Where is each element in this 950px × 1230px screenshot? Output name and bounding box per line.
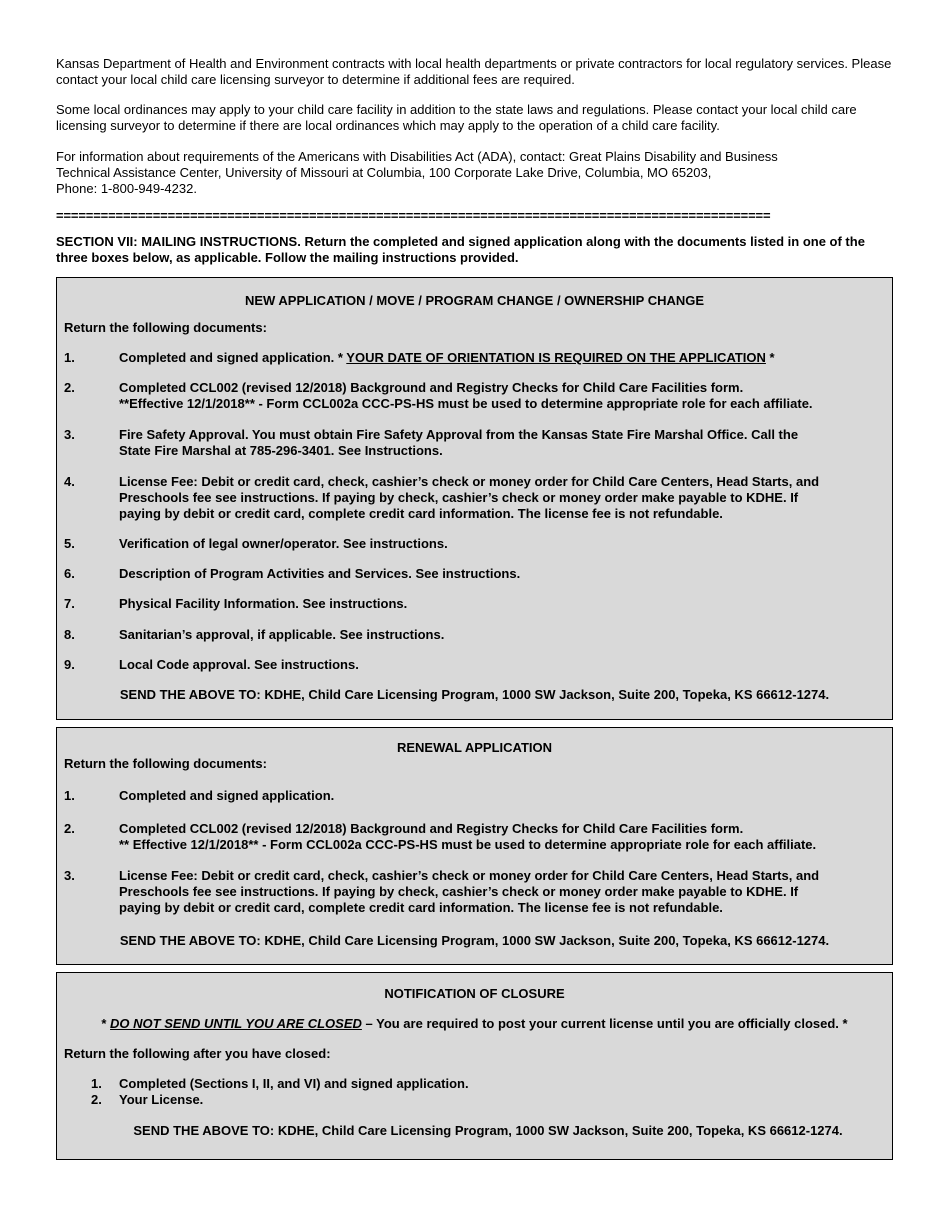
closure-notification-box	[56, 972, 893, 1160]
list-item: 2. Your License.	[91, 1092, 204, 1107]
closure-send-address: SEND THE ABOVE TO: KDHE, Child Care Licensing Program, 1000 SW Jackson, Suite 200, Topeka, KS 66612-1274.	[133, 1123, 843, 1138]
renewal-title: RENEWAL APPLICATION	[396, 740, 553, 755]
intro-paragraph-ada	[56, 149, 906, 197]
new-application-title: NEW APPLICATION / MOVE / PROGRAM CHANGE / OWNERSHIP CHANGE	[244, 293, 705, 308]
new-application-box: NEW APPLICATION / MOVE / PROGRAM CHANGE / OWNERSHIP CHANGE Return the following documents: 1. Completed and signed application. * YOUR DATE OF ORIENTATION IS REQUIRED ON THE APPLICATION * 2. Completed CCL002 (revised 12/2018) Background and Registry Checks for Child Care Facilities form. **Effective 12/1/2018** - Form CCL002a CCC-PS-HS must be used to determine appropriate role for each affiliate. 3. Fire Safety Approval. You must obtain Fire Safety Approval from the Kansas State Fire Marshal Office. Call the State Fire Marshal at 785-296-3401. See Instructions. 4. License Fee: Debit or credit card, check, cashier’s check or money order for Child Care Centers, Head Starts, and Preschools fee see instructions. If paying by check, cashier’s check or money order make payable to KDHE. If paying by debit or credit card, complete credit card information. The license fee is not refundable. 5. Verification of legal owner/operator. See instructions. 6. Description of Program Activities and Services. See instructions. 7. Physical Facility Information. See instructions. 8. Sanitarian’s approval, if applicable. See instructions. 9. Local Code approval. See instructions. SEND THE ABOVE TO: KDHE, Child Care Licensing Program, 1000 SW Jackson, Suite 200, Topeka, KS 66612-1274.	[56, 277, 893, 720]
new-application-lead: Return the following documents:	[64, 320, 267, 335]
list-item: 1. Completed (Sections I, II, and VI) and signed application.	[91, 1076, 469, 1091]
do-not-send-note: DO NOT SEND UNTIL YOU ARE CLOSED	[110, 1016, 362, 1031]
closure-lead: Return the following after you have closed:	[64, 1046, 331, 1061]
closure-title: NOTIFICATION OF CLOSURE	[384, 986, 565, 1001]
ada-phone: Phone: 1-800-949-4232.	[56, 181, 197, 196]
ada-line-1: For information about requirements of the Americans with Disabilities Act (ADA), contact: Great Plains Disability and Business	[56, 149, 778, 164]
ada-line-2: Technical Assistance Center, University of Missouri at Columbia, 100 Corporate Lake Drive, Columbia, MO 65203,	[56, 165, 712, 180]
renewal-lead: Return the following documents:	[64, 756, 267, 771]
renewal-send-address: SEND THE ABOVE TO: KDHE, Child Care Licensing Program, 1000 SW Jackson, Suite 200, Topeka, KS 66612-1274.	[119, 933, 830, 948]
intro-paragraph-ordinances: Some local ordinances may apply to your child care facility in addition to the state laws and regulations. Please contact your local child care licensing surveyor to determine if there are local ordinances which may apply to the operation of a child care facility.	[56, 102, 857, 133]
intro-paragraph-fees: Kansas Department of Health and Environment contracts with local health departments or private contractors for local regulatory services. Please contact your local child care licensing surveyor to determine if additional fees are required.	[56, 56, 892, 87]
closure-warning: * DO NOT SEND UNTIL YOU ARE CLOSED – You are required to post your current license until you are officially closed. *	[101, 1016, 848, 1031]
renewal-application-box: RENEWAL APPLICATION Return the following documents: 1. Completed and signed application. 2. Completed CCL002 (revised 12/2018) Background and Registry Checks for Child Care Facilities form. ** Effective 12/1/2018** - Form CCL002a CCC-PS-HS must be used to determine appropriate role for each affiliate. 3. License Fee: Debit or credit card, check, cashier’s check or money order for Child Care Centers, Head Starts, and Preschools fee see instructions. If paying by check, cashier’s check or money order make payable to KDHE. If paying by debit or credit card, complete credit card information. The license fee is not refundable. SEND THE ABOVE TO: KDHE, Child Care Licensing Program, 1000 SW Jackson, Suite 200, Topeka, KS 66612-1274.	[56, 727, 893, 965]
new-application-send-address: SEND THE ABOVE TO: KDHE, Child Care Licensing Program, 1000 SW Jackson, Suite 200, Topeka, KS 66612-1274.	[119, 687, 830, 702]
divider-rule: ================================================================================================	[56, 208, 771, 223]
section-vii-heading: SECTION VII: MAILING INSTRUCTIONS. Return the completed and signed application along with the documents listed in one of the three boxes below, as applicable. Follow the mailing instructions provided.	[56, 234, 865, 265]
orientation-required-note: YOUR DATE OF ORIENTATION IS REQUIRED ON THE APPLICATION	[346, 350, 766, 365]
